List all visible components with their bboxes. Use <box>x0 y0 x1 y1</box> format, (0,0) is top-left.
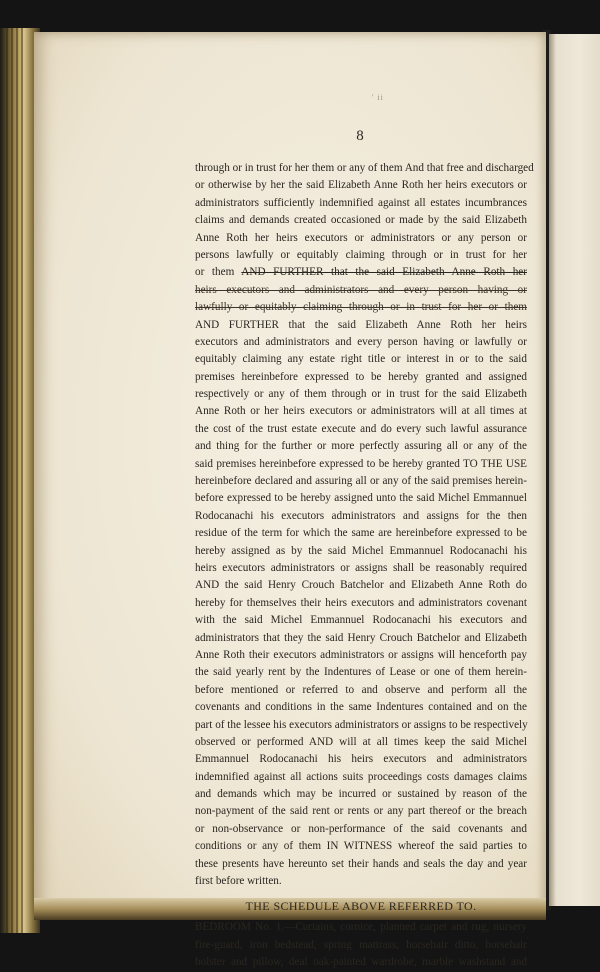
facing-page-edge <box>549 34 600 906</box>
schedule-line: bolster and pillow, deal oak-painted wardrobe, marble washstand and <box>195 956 527 969</box>
text-line: covenants and conditions in the same Indentures contained and on the <box>195 701 527 714</box>
text-line: or non-observance or non-performance of the said covenants and <box>195 822 527 835</box>
text-line: administrators that they the said Henry Crouch Batchelor and Elizabeth <box>195 631 527 644</box>
text-line: residue of the term for which the same are hereinbefore expressed to be <box>195 527 527 540</box>
text-line: hereinbefore declared and assuring all or any of the said premises herein- <box>195 475 527 488</box>
text-line: heirs executors administrators or assigns shall be reasonably required <box>195 561 527 574</box>
struck-text-line: lawfully or equitably claiming through or in trust for her or them <box>195 301 527 314</box>
text-line: hereby for themselves their heirs executors and administrators covenant <box>195 596 527 609</box>
text-line: the cost of the trust estate execute and do every such lawful assurance <box>195 422 527 435</box>
text-line: the said yearly rent by the Indentures of Lease or one of them herein- <box>195 666 527 679</box>
text-line: with the said Michel Emmannuel Rodocanachi his executors and <box>195 614 527 627</box>
text-line: respectively or any of them through or in trust for the said Elizabeth <box>195 388 527 401</box>
text-line: part of the lessee his executors administrators or assigns to be respectively <box>195 718 528 731</box>
page-edge-stripe <box>21 28 23 933</box>
page-edge-stripe <box>16 28 18 933</box>
struck-text-line: heirs executors and administrators and every person having or <box>195 283 527 296</box>
text-line: AND the said Henry Crouch Batchelor and Elizabeth Anne Roth do <box>195 579 527 592</box>
text-line: or otherwise by her the said Elizabeth Anne Roth her heirs executors or <box>195 179 527 192</box>
text-line: claims and demands created occasioned or made by the said Elizabeth <box>195 214 527 227</box>
text-line: Anne Roth their executors administrators or assigns will henceforth pay <box>195 648 527 661</box>
text-line: first before written. <box>195 875 282 888</box>
text-line: premises hereinbefore expressed to be hereby granted and assigned <box>195 370 527 383</box>
document-body <box>195 160 534 972</box>
text-line: equitably claiming any estate right title or interest in or to the said <box>195 353 527 366</box>
text-line <box>195 264 527 281</box>
text-line: indemnified against all actions suits proceedings costs damages claims <box>195 770 527 783</box>
page-edge-stripe <box>6 28 8 933</box>
text-line: before expressed to be hereby assigned unto the said Michel Emmannuel <box>195 492 527 505</box>
text-line: AND FURTHER that the said Elizabeth Anne Roth her heirs <box>195 318 527 331</box>
text-line: before mentioned or referred to and observe and perform all the <box>195 683 527 696</box>
page-number: 8 <box>356 128 364 144</box>
text-line: persons lawfully or equitably claiming through or in trust for her <box>195 248 527 261</box>
page-top-mark: ' ii <box>372 93 384 102</box>
text-line: hereby assigned as by the said Michel Emmannuel Rodocanachi his <box>195 544 527 557</box>
schedule-line: BEDROOM No. 1.—Curtains, cornice, planned carpet and rug, nursery <box>195 921 527 934</box>
text-line: said premises hereinbefore expressed to be hereby granted TO THE USE <box>195 457 527 470</box>
text-line: through or in trust for her them or any of them And that free and discharged <box>195 162 534 174</box>
schedule-heading: THE SCHEDULE ABOVE REFERRED TO. <box>245 899 477 914</box>
text-line: executors and administrators and every person having or lawfully or <box>195 335 527 348</box>
text-line: Anne Roth or her heirs executors or administrators will at all times at <box>195 405 527 418</box>
text-line: conditions or any of them IN WITNESS whereof the said parties to <box>195 840 527 853</box>
text-line: these presents have hereunto set their hands and seals the day and year <box>195 857 527 870</box>
text-line: and demands which may be incurred or sustained by reason of the <box>195 788 527 801</box>
schedule-line: fire-guard, iron bedstead, spring mattrass, horsehair ditto, horsehair <box>195 938 527 951</box>
text-line: Emmannuel Rodocanachi his heirs executors and administrators <box>195 753 527 766</box>
page-edge-stripe <box>11 28 13 933</box>
text-fragment: or them <box>195 266 242 279</box>
struck-text-fragment: AND FURTHER that the said Elizabeth Anne Roth her <box>241 266 527 279</box>
text-line: observed or performed AND will at all times keep the said Michel <box>195 735 527 748</box>
text-line: non-payment of the said rent or rents or any part thereof or the breach <box>195 805 527 818</box>
text-line: Rodocanachi his executors administrators and assigns for the then <box>195 509 527 522</box>
text-line: administrators sufficiently indemnified against all estates incumbrances <box>195 196 527 209</box>
text-line: and thing for the further or more perfectly assuring all or any of the <box>195 440 527 453</box>
text-line: Anne Roth her heirs executors or administrators or any person or <box>195 231 527 244</box>
